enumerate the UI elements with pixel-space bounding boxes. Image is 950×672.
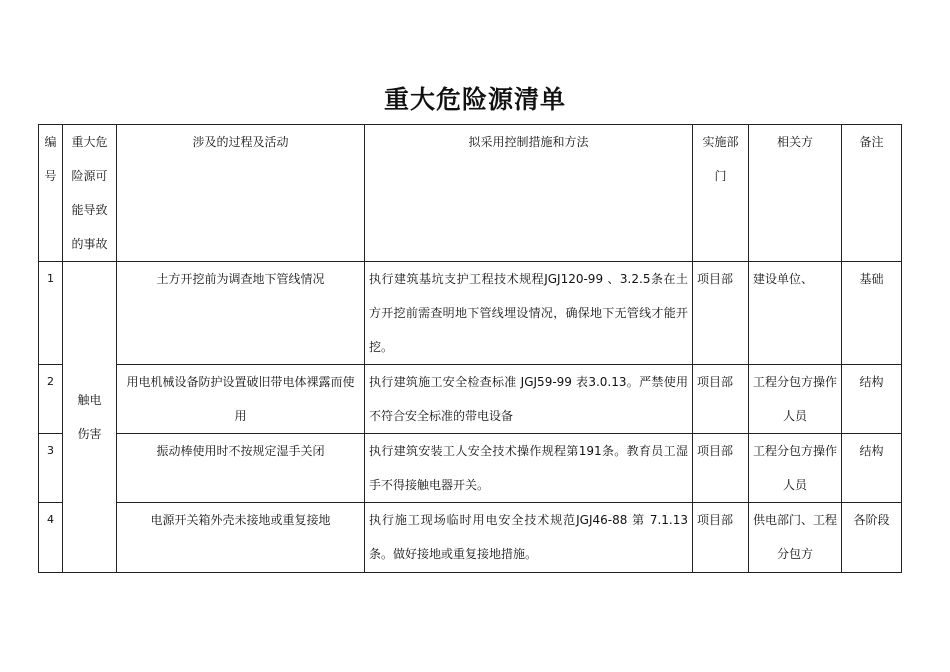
row-party: 工程分包方操作人员	[749, 365, 842, 434]
row-note: 基础	[842, 262, 902, 365]
header-note: 备注	[842, 125, 902, 262]
header-process: 涉及的过程及活动	[117, 125, 365, 262]
row-no: 3	[39, 434, 63, 503]
page-title: 重大危险源清单	[383, 85, 566, 114]
row-measures: 执行建筑安装工人安全技术操作规程第191条。教育员工湿手不得接触电器开关。	[365, 434, 693, 503]
header-no: 编号	[39, 125, 63, 262]
row-no: 1	[39, 262, 63, 365]
row-party: 供电部门、工程分包方	[749, 503, 842, 573]
row-dept: 项目部	[693, 365, 749, 434]
row-note: 结构	[842, 434, 902, 503]
row-no: 4	[39, 503, 63, 573]
row-process: 振动棒使用时不按规定湿手关闭	[117, 434, 365, 503]
row-party: 工程分包方操作人员	[749, 434, 842, 503]
table-row	[39, 262, 902, 365]
row-measures: 执行建筑施工安全检查标准 JGJ59-99 表3.0.13。严禁使用不符合安全标准的带电设备	[365, 365, 693, 434]
header-row	[39, 125, 902, 262]
table-row	[39, 434, 902, 503]
row-dept: 项目部	[693, 434, 749, 503]
row-party: 建设单位、	[749, 262, 842, 365]
row-process: 用电机械设备防护设置破旧带电体裸露而使用	[117, 365, 365, 434]
table-row	[39, 365, 902, 434]
row-note: 结构	[842, 365, 902, 434]
hazard-group-cell: 触电伤害	[63, 262, 117, 573]
row-dept: 项目部	[693, 503, 749, 573]
header-dept: 实施部门	[693, 125, 749, 262]
row-process: 电源开关箱外壳未接地或重复接地	[117, 503, 365, 573]
row-process: 土方开挖前为调查地下管线情况	[117, 262, 365, 365]
row-dept: 项目部	[693, 262, 749, 365]
table-row	[39, 503, 902, 573]
row-measures: 执行施工现场临时用电安全技术规范JGJ46-88 第 7.1.13 条。做好接地或重复接地措施。	[365, 503, 693, 573]
header-party: 相关方	[749, 125, 842, 262]
row-measures: 执行建筑基坑支护工程技术规程JGJ120-99 、3.2.5条在土方开挖前需查明地下管线埋设情况，确保地下无管线才能开挖。	[365, 262, 693, 365]
header-measures: 拟采用控制措施和方法	[365, 125, 693, 262]
header-hazard: 重大危险源可能导致的事故	[63, 125, 117, 262]
row-note: 各阶段	[842, 503, 902, 573]
row-no: 2	[39, 365, 63, 434]
hazard-table	[38, 124, 902, 573]
